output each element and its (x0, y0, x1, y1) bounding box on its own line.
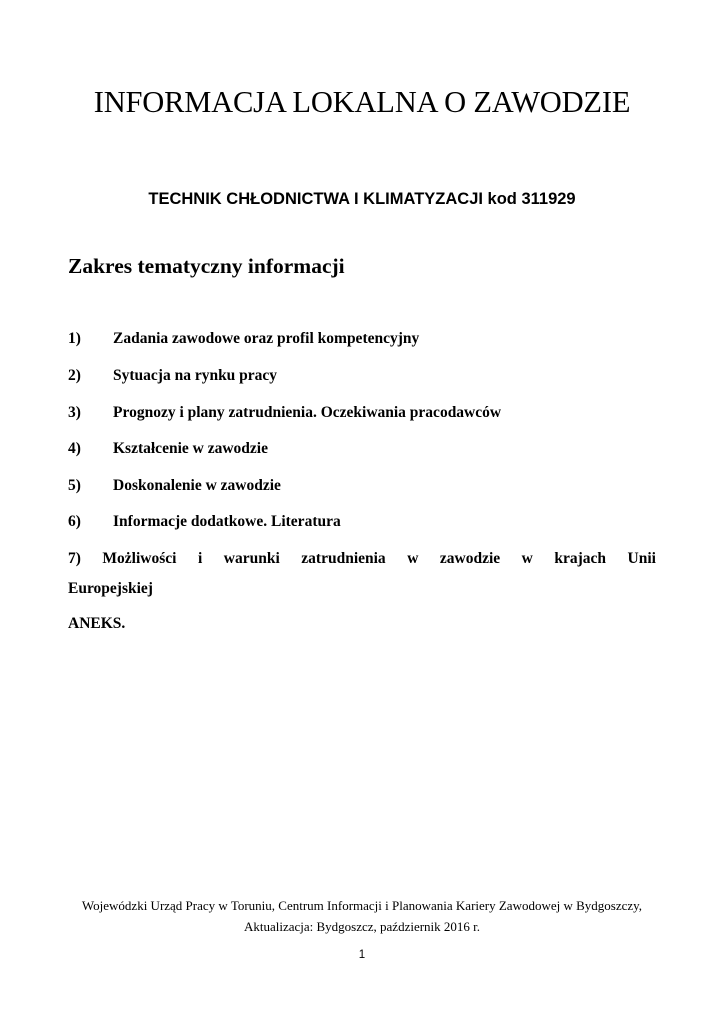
toc-word: w (407, 550, 419, 567)
toc-number: 5) (68, 477, 81, 494)
toc-text: Doskonalenie w zawodzie (113, 477, 281, 494)
toc-text: Prognozy i plany zatrudnienia. Oczekiwania pracodawców (113, 404, 502, 421)
toc-number: 2) (68, 367, 81, 384)
toc-text: Informacje dodatkowe. Literatura (113, 513, 341, 530)
toc-item-7 (68, 548, 656, 600)
toc-number: 4) (68, 440, 81, 457)
toc-item-7-second-line: Europejskiej (68, 580, 153, 597)
toc-word: Możliwości (102, 550, 177, 567)
footer-update-date: Aktualizacja: Bydgoszcz, październik 2016 r. (243, 919, 481, 934)
occupation-subtitle: TECHNIK CHŁODNICTWA I KLIMATYZACJI kod 311929 (148, 190, 576, 208)
toc-item-7-first-line (68, 548, 656, 570)
document-title: INFORMACJA LOKALNA O ZAWODZIE (93, 85, 631, 119)
toc-word: krajach (554, 550, 607, 567)
section-heading: Zakres tematyczny informacji (68, 254, 345, 278)
toc-word: w (521, 550, 533, 567)
toc-word: warunki (223, 550, 280, 567)
toc-number: 3) (68, 404, 81, 421)
toc-word: Unii (627, 550, 656, 567)
toc-number: 7) (68, 550, 81, 567)
page-number: 1 (358, 949, 366, 961)
toc-word: zatrudnienia (301, 550, 386, 567)
aneks-label: ANEKS. (68, 615, 126, 632)
toc-word: zawodzie (439, 550, 501, 567)
footer-institution: Wojewódzki Urząd Pracy w Toruniu, Centrum Informacji i Planowania Kariery Zawodowej w Bydgoszczy, (81, 898, 643, 913)
toc-text: Kształcenie w zawodzie (113, 440, 268, 457)
toc-number: 1) (68, 330, 81, 347)
toc-number: 6) (68, 513, 81, 530)
toc-text: Zadania zawodowe oraz profil kompetencyjny (113, 330, 420, 347)
toc-text: Sytuacja na rynku pracy (113, 367, 278, 384)
toc-word: i (197, 550, 203, 567)
